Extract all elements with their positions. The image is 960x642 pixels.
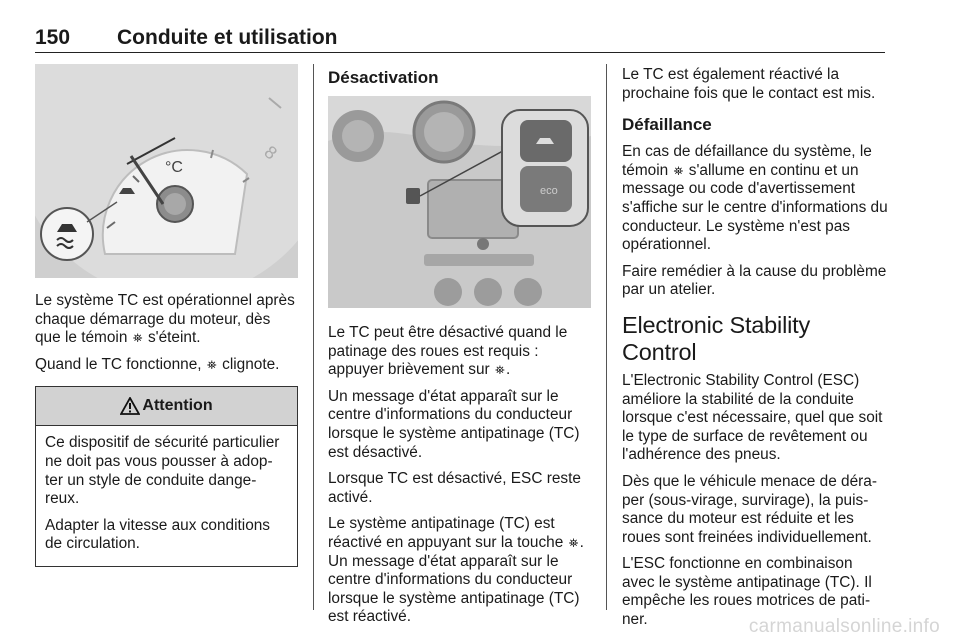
reactivation-text: Le TC est également réactivé la prochaine fois que le contact est mis. — [622, 66, 876, 102]
dashboard-illustration — [328, 96, 591, 308]
gauge-illustration — [35, 64, 298, 278]
warning-title: Attention — [142, 397, 213, 415]
esc-text-1: L'Electronic Stability Control (ESC) améliore la stabilité de la conduite lorsque c'est nécessaire, quel que soit le type de surface de revêtement ou l'adhérence des pneus. — [622, 371, 883, 464]
warning-triangle-icon — [120, 397, 140, 415]
esc-text-2: Dès que le véhicule menace de déra-per (sous-virage, survirage), la puis-sance du moteur est réduite et les roues sont freinées individuellement. — [622, 472, 877, 546]
column-divider — [313, 64, 314, 610]
deactivation-text-1: Le TC peut être désactivé quand le patinage des roues est requis : appuyer brièvement sur ⛯. — [328, 324, 568, 379]
failure-text-2: Faire remédier à la cause du problème par un atelier. — [622, 262, 887, 299]
chapter-title: Conduite et utilisation — [117, 26, 338, 49]
column-divider — [606, 64, 607, 610]
section-heading-esc: Electronic Stability Control — [622, 311, 810, 365]
tc-skid-icon: ⛯ — [673, 163, 684, 178]
tc-skid-icon: ⛯ — [132, 331, 143, 346]
warning-text-2: Adapter la vitesse aux conditions de circulation. — [45, 516, 271, 553]
warning-header — [36, 387, 297, 426]
tc-blinks-text: Quand le TC fonctionne, ⛯ clignote. — [35, 355, 280, 373]
column-2 — [328, 64, 591, 635]
column-1 — [35, 64, 298, 567]
section-heading-deactivation: Désactivation — [328, 68, 439, 87]
warning-box — [35, 386, 298, 567]
deactivation-text-4: Le système antipatinage (TC) est réactivé en appuyant sur la touche ⛯. Un message d'état apparaît sur le centre d'informations du conducteur lorsque le système antipatinage (TC) est réactivé. — [328, 515, 584, 626]
esc-text-3: L'ESC fonctionne en combinaison avec le système antipatinage (TC). Il empêche les roues motrices de pati-ner. — [622, 555, 872, 629]
tc-skid-icon: ⛯ — [207, 357, 217, 372]
page-header — [35, 26, 885, 53]
column-3 — [622, 64, 888, 638]
tc-skid-icon: ⛯ — [495, 363, 505, 378]
deactivation-text-3: Lorsque TC est désactivé, ESC reste activé. — [328, 470, 581, 506]
warning-text-1: Ce dispositif de sécurité particulier ne doit pas vous pousser à adop-ter un style de conduite dange-reux. — [45, 434, 280, 508]
gauge-unit-label: °C — [165, 159, 183, 176]
switch-closeup — [502, 110, 588, 226]
svg-text:8: 8 — [260, 141, 281, 164]
eco-label: eco — [540, 185, 558, 197]
failure-text-1: En cas de défaillance du système, le témoin ⛯ s'allume en continu et un message ou code d'avertissement s'affiche sur le centre d'informations du conducteur. Le système n'est pas opérationnel. — [622, 143, 888, 254]
section-heading-failure: Défaillance — [622, 115, 712, 135]
tc-skid-icon: ⛯ — [568, 535, 579, 550]
deactivation-text-2: Un message d'état apparaît sur le centre d'informations du conducteur lorsque le système antipatinage (TC) est désactivé. — [328, 387, 580, 461]
watermark: carmanualsonline.info — [748, 616, 940, 637]
tc-operational-text: Le système TC est opérationnel après chaque démarrage du moteur, dès que le témoin ⛯ s'éteint. — [35, 292, 295, 347]
page-number: 150 — [35, 26, 71, 49]
